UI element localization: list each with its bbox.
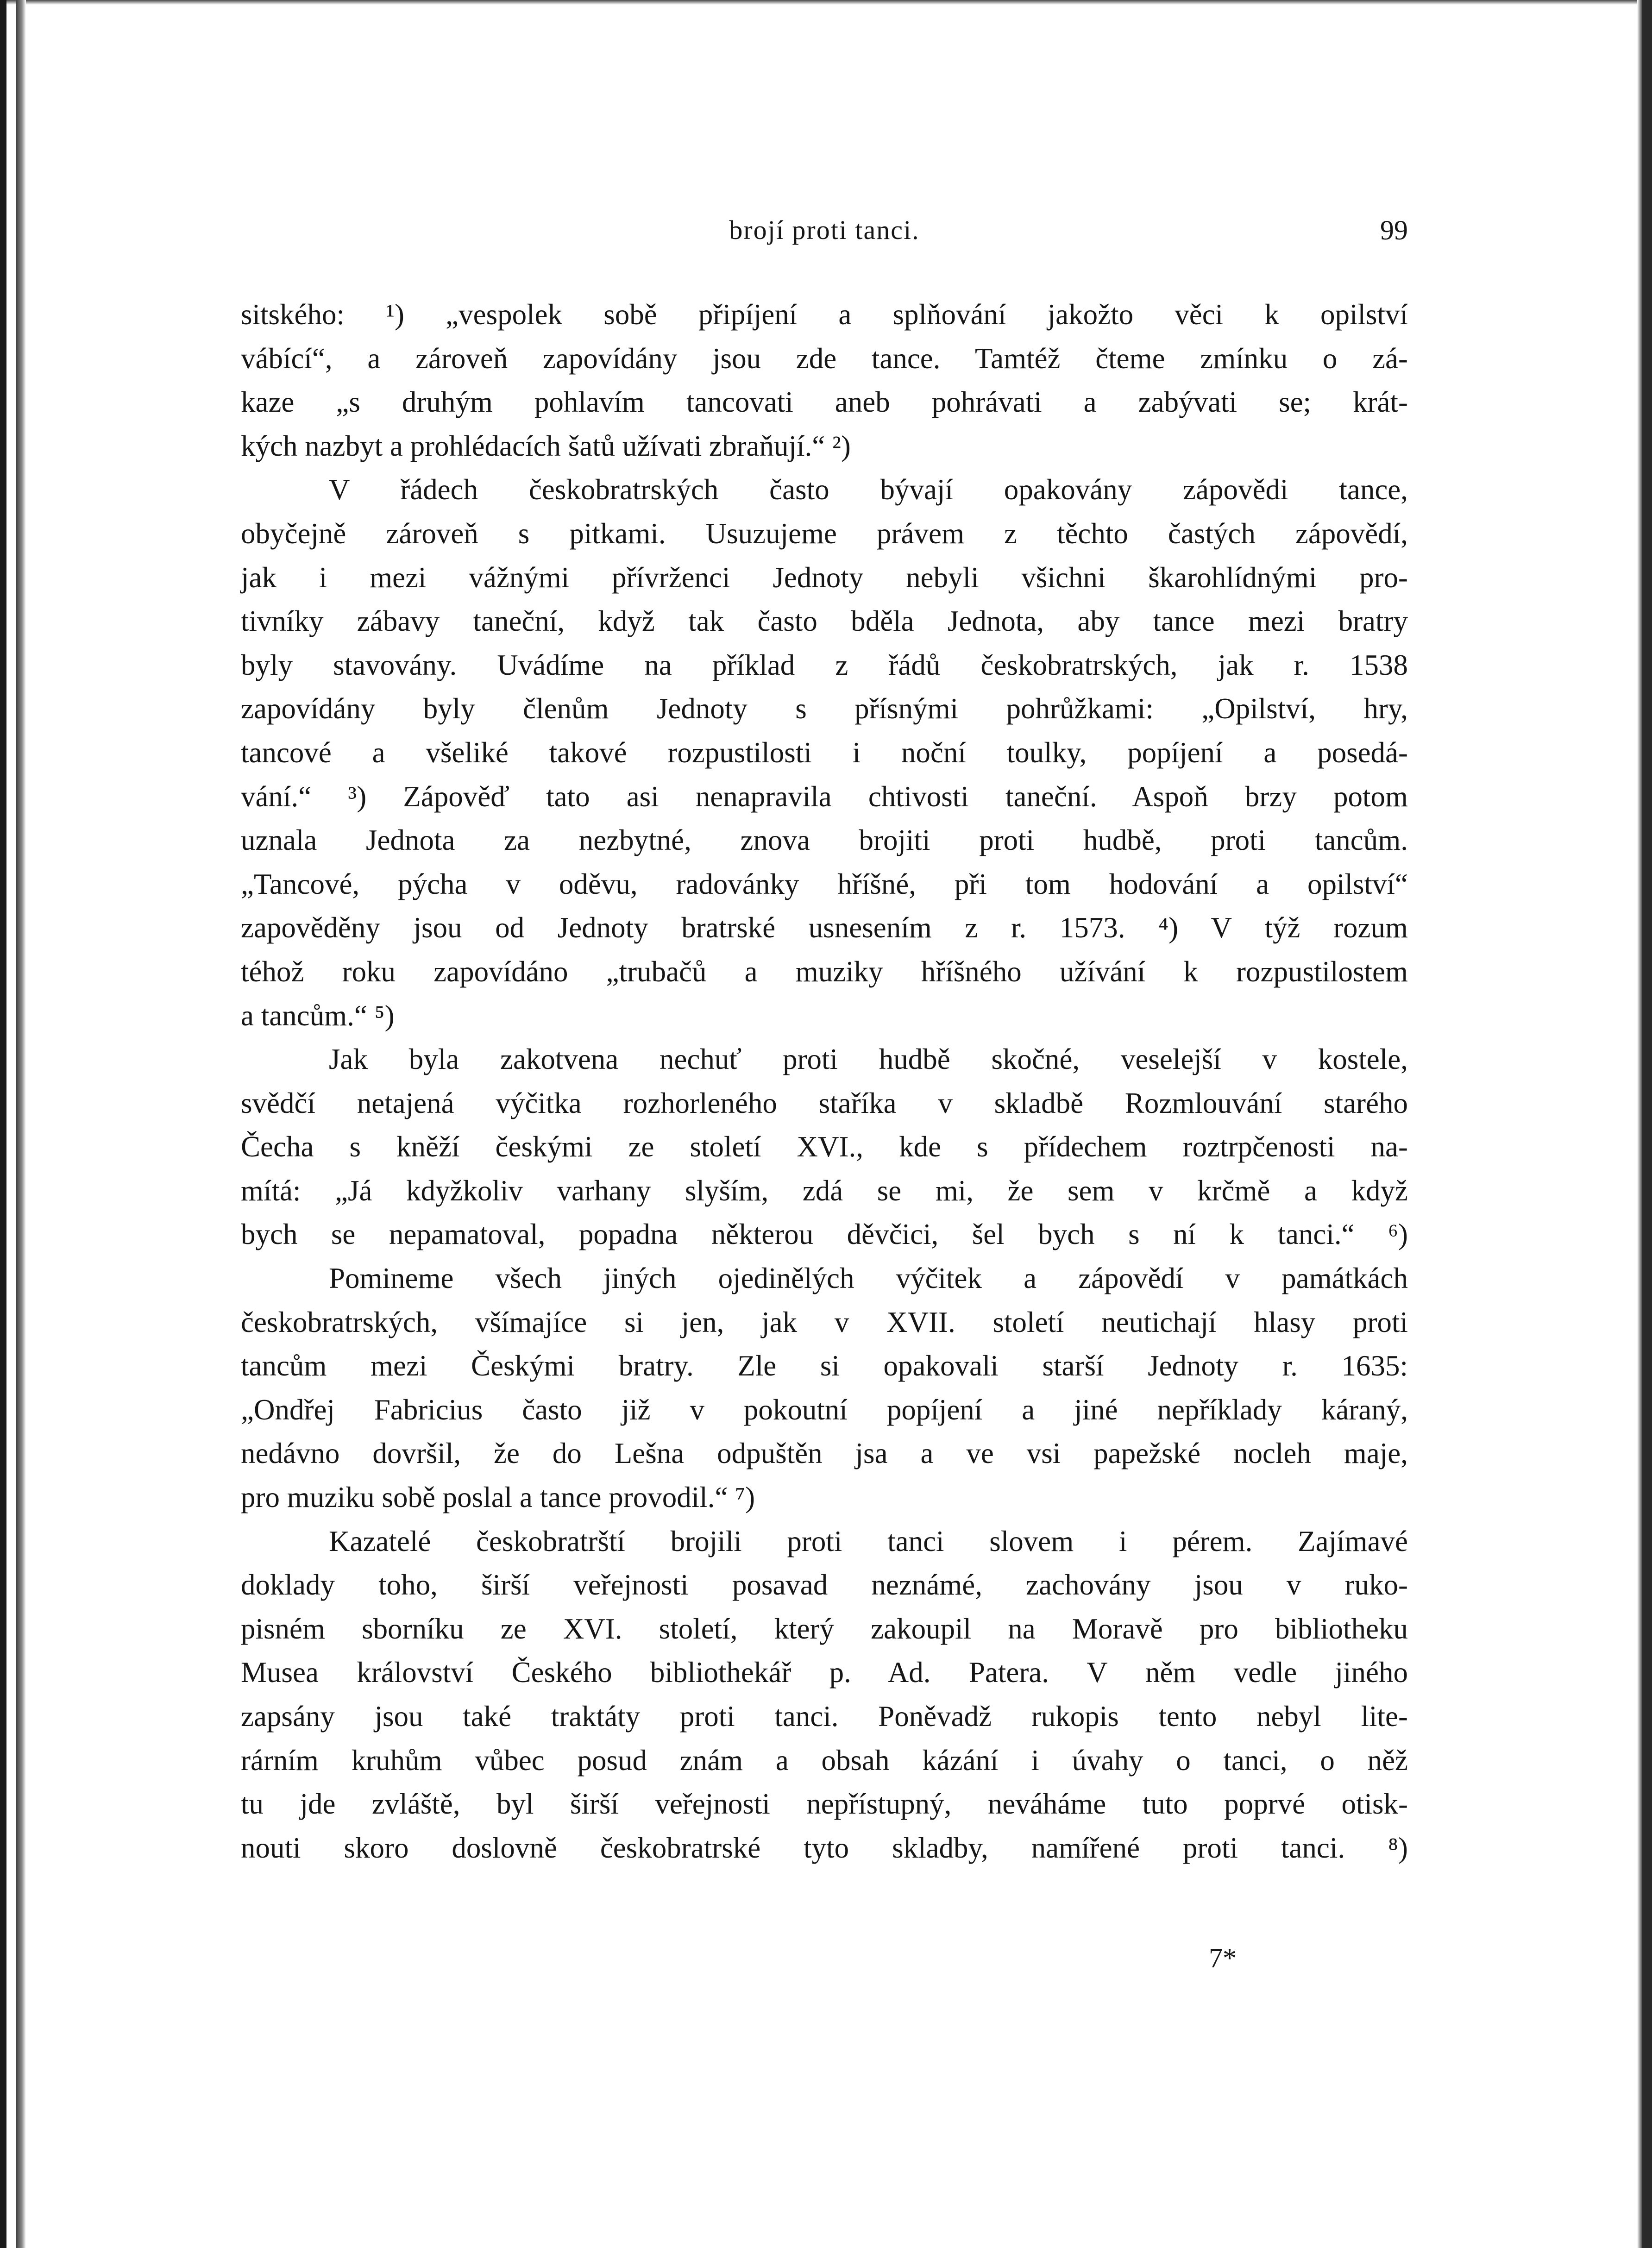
text-line: mítá: „Já kdyžkoliv varhany slyším, zdá se mi, že sem v krčmě a když	[241, 1174, 1408, 1207]
text-line: téhož roku zapovídáno „trubačů a muziky hříšného užívání k rozpustilostem	[241, 955, 1408, 988]
text-line: rárním kruhům vůbec posud znám a obsah kázání i úvahy o tanci, o něž	[241, 1744, 1408, 1777]
text-line: Pomineme všech jiných ojedinělých výčitek a zápovědí v památkách	[329, 1262, 1408, 1295]
paragraph	[241, 1256, 1408, 1520]
scan-edge-top	[0, 0, 1652, 5]
text-line: vábící“, a zároveň zapovídány jsou zde tance. Tamtéž čteme zmínku o zá-	[241, 342, 1408, 375]
text-line: pro muziku sobě poslal a tance provodil.“ ⁷)	[241, 1481, 755, 1514]
text-line: českobratrských, všímajíce si jen, jak v XVII. století neutichají hlasy proti	[241, 1306, 1408, 1338]
text-line: zapsány jsou také traktáty proti tanci. Poněvadž rukopis tento nebyl lite-	[241, 1700, 1408, 1733]
text-line: kaze „s druhým pohlavím tancovati aneb pohrávati a zabývati se; krát-	[241, 386, 1408, 419]
text-line: doklady toho, širší veřejnosti posavad neznámé, zachovány jsou v ruko-	[241, 1569, 1408, 1601]
paragraph	[241, 468, 1408, 1037]
paragraph	[241, 1037, 1408, 1256]
paragraph	[241, 1520, 1408, 1870]
running-head-title: brojí proti tanci.	[729, 215, 920, 245]
text-line: nedávno dovršil, že do Lešna odpuštěn jsa a ve vsi papežské nocleh maje,	[241, 1437, 1408, 1470]
text-line: tu jde zvláště, byl širší veřejnosti nepřístupný, neváháme tuto poprvé otisk-	[241, 1788, 1408, 1821]
text-line: nouti skoro doslovně českobratrské tyto skladby, namířené proti tanci. ⁸)	[241, 1831, 1408, 1864]
page-number: 99	[1380, 215, 1408, 245]
text-line: zapověděny jsou od Jednoty bratrské usnesením z r. 1573. ⁴) V týž rozum	[241, 911, 1408, 944]
text-line: jak i mezi vážnými přívrženci Jednoty nebyli všichni škarohlídnými pro-	[241, 561, 1408, 594]
text-line: svědčí netajená výčitka rozhorleného staříka v skladbě Rozmlouvání starého	[241, 1086, 1408, 1119]
text-line: „Ondřej Fabricius často již v pokoutní popíjení a jiné nepříklady káraný,	[241, 1393, 1408, 1426]
text-line: pisném sborníku ze XVI. století, který zakoupil na Moravě pro bibliotheku	[241, 1612, 1408, 1645]
scan-edge-right	[1642, 0, 1652, 2248]
scan-edge-left-shadow	[16, 0, 26, 2248]
paragraph	[241, 293, 1408, 468]
scan-edge-right-shadow	[1637, 0, 1642, 2248]
text-line: bych se nepamatoval, popadna některou děvčici, šel bych s ní k tanci.“ ⁶)	[241, 1218, 1408, 1251]
text-line: a tancům.“ ⁵)	[241, 999, 395, 1032]
text-line: Jak byla zakotvena nechuť proti hudbě skočné, veselejší v kostele,	[329, 1043, 1408, 1076]
printer-signature-mark: 7*	[1209, 1943, 1237, 1973]
body-text	[241, 293, 1408, 1870]
text-line: Musea království Českého bibliothekář p. Ad. Patera. V něm vedle jiného	[241, 1656, 1408, 1689]
text-line: „Tancové, pýcha v oděvu, radovánky hříšné, při tom hodování a opilství“	[241, 867, 1408, 900]
text-line: zapovídány byly členům Jednoty s přísnými pohrůžkami: „Opilství, hry,	[241, 692, 1408, 725]
text-line: vání.“ ³) Zápověď tato asi nenapravila chtivosti taneční. Aspoň brzy potom	[241, 780, 1408, 813]
text-line: sitského: ¹) „vespolek sobě připíjení a splňování jakožto věci k opilství	[241, 298, 1408, 331]
text-line: kých nazbyt a prohlédacích šatů užívati zbraňují.“ ²)	[241, 429, 851, 462]
text-line: obyčejně zároveň s pitkami. Usuzujeme právem z těchto častých zápovědí,	[241, 517, 1408, 550]
text-line: byly stavovány. Uvádíme na příklad z řádů českobratrských, jak r. 1538	[241, 648, 1408, 681]
text-line: tancům mezi Českými bratry. Zle si opakovali starší Jednoty r. 1635:	[241, 1350, 1408, 1382]
text-line: tivníky zábavy taneční, když tak často bděla Jednota, aby tance mezi bratry	[241, 605, 1408, 638]
scan-edge-left	[0, 0, 6, 2248]
text-line: V řádech českobratrských často bývají opakovány zápovědi tance,	[329, 473, 1408, 506]
text-line: tancové a všeliké takové rozpustilosti i noční toulky, popíjení a posedá-	[241, 736, 1408, 769]
text-line: Čecha s kněží českými ze století XVI., kde s přídechem roztrpčenosti na-	[241, 1130, 1408, 1163]
running-head	[241, 209, 1408, 251]
text-line: Kazatelé českobratrští brojili proti tanci slovem i pérem. Zajímavé	[329, 1525, 1408, 1557]
text-line: uznala Jednota za nezbytné, znova brojiti proti hudbě, proti tancům.	[241, 824, 1408, 857]
